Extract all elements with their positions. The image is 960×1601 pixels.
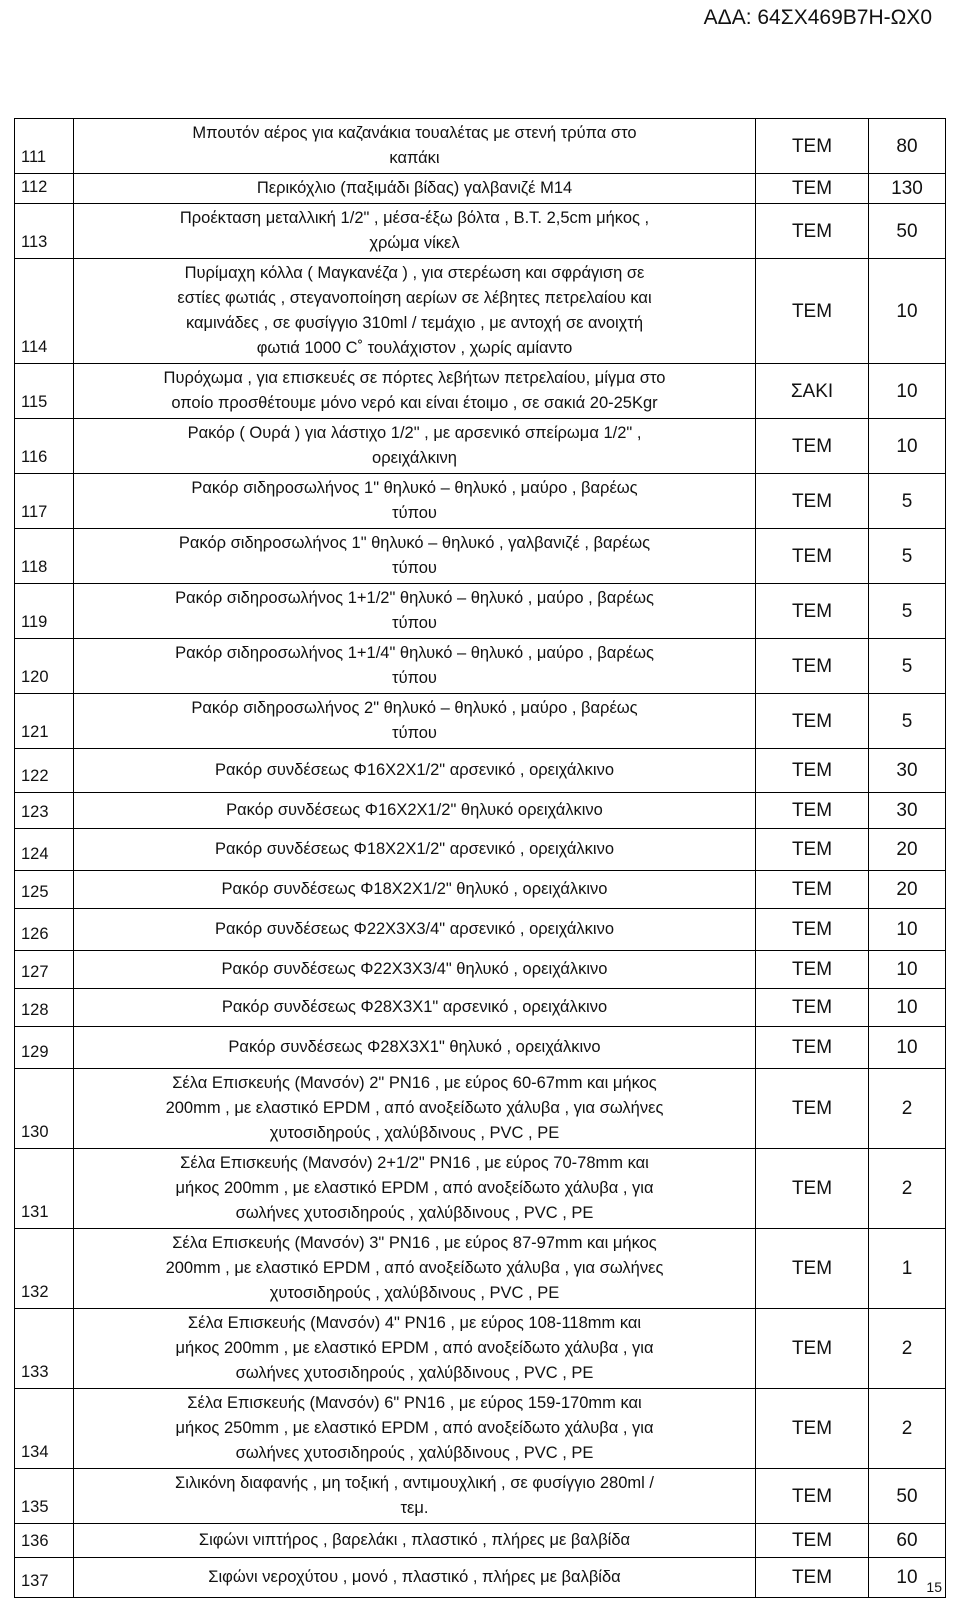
item-description-line: τύπου [392,559,437,577]
item-number: 120 [15,639,74,694]
ada-code: ΑΔΑ: 64ΣΧ469Β7Η-ΩΧ0 [703,6,932,29]
item-description [74,1469,756,1524]
item-quantity: 10 [869,909,946,951]
item-description-line: μήκος 250mm , με ελαστικό EPDM , από ανοξείδωτο χάλυβα , για [175,1419,654,1437]
item-description-line: μήκος 200mm , με ελαστικό EPDM , από ανοξείδωτο χάλυβα , για [175,1179,654,1197]
item-description-line: Ρακόρ συνδέσεως Φ16Χ2Χ1/2" θηλυκό ορειχάλκινο [226,801,603,819]
item-unit: ΤΕΜ [756,1229,869,1309]
item-description-line: Ρακόρ ( Ουρά ) για λάστιχο 1/2" , με αρσενικό σπείρωμα 1/2" , [187,424,642,442]
table-row [15,419,946,474]
item-number: 137 [15,1558,74,1598]
table-row [15,259,946,364]
item-quantity: 20 [869,871,946,909]
table-row [15,474,946,529]
item-description-line: χρώμα νίκελ [369,234,460,252]
item-quantity: 5 [869,584,946,639]
item-number: 117 [15,474,74,529]
item-unit: ΤΕΜ [756,1027,869,1069]
item-quantity: 10 [869,1558,946,1598]
item-description [74,259,756,364]
table-row [15,1149,946,1229]
item-quantity: 10 [869,989,946,1027]
item-description-line: Σέλα Επισκευής (Μανσόν) 3" ΡΝ16 , με εύρος 87-97mm και μήκος [172,1234,657,1252]
table-row [15,1524,946,1558]
table-row [15,749,946,793]
page-number: 15 [926,1579,942,1595]
item-description [74,1309,756,1389]
item-quantity: 50 [869,204,946,259]
table-row [15,364,946,419]
item-description [74,1149,756,1229]
item-description [74,1027,756,1069]
item-unit: ΤΕΜ [756,793,869,829]
item-description-line: Σέλα Επισκευής (Μανσόν) 2+1/2" ΡΝ16 , με εύρος 70-78mm και [180,1154,649,1172]
item-description [74,1229,756,1309]
item-description-line: Ρακόρ σιδηροσωλήνος 1+1/2" θηλυκό – θηλυκό , μαύρο , βαρέως [175,589,654,607]
item-number: 113 [15,204,74,259]
table-row [15,529,946,584]
item-description-line: Πυρίμαχη κόλλα ( Μαγκανέζα ) , για στερέωση και σφράγιση σε [184,264,645,282]
item-unit: ΤΕΜ [756,204,869,259]
item-number: 134 [15,1389,74,1469]
item-number: 132 [15,1229,74,1309]
item-description-line: χυτοσιδηρούς , χαλύβδινους , PVC , PE [269,1284,560,1302]
table-row [15,829,946,871]
item-unit: ΤΕΜ [756,1389,869,1469]
item-quantity: 2 [869,1389,946,1469]
item-number: 121 [15,694,74,749]
item-description-line: Πυρόχωμα , για επισκευές σε πόρτες λεβήτων πετρελαίου, μίγμα στο [163,369,666,387]
item-description-line: τύπου [392,614,437,632]
item-description-line: Σέλα Επισκευής (Μανσόν) 6" ΡΝ16 , με εύρος 159-170mm και [187,1394,642,1412]
item-description-line: Μπουτόν αέρος για καζανάκια τουαλέτας με στενή τρύπα στο [192,124,637,142]
item-description-line: Ρακόρ σιδηροσωλήνος 1" θηλυκό – θηλυκό , γαλβανιζέ , βαρέως [178,534,651,552]
item-quantity: 5 [869,529,946,584]
item-description-line: Σέλα Επισκευής (Μανσόν) 4" ΡΝ16 , με εύρος 108-118mm και [187,1314,642,1332]
item-number: 131 [15,1149,74,1229]
item-description-line: τύπου [392,724,437,742]
item-quantity: 5 [869,474,946,529]
item-unit: ΤΕΜ [756,909,869,951]
item-quantity: 5 [869,694,946,749]
item-description [74,909,756,951]
table-row [15,174,946,204]
item-number: 129 [15,1027,74,1069]
item-description-line: Προέκταση μεταλλική 1/2" , μέσα-έξω βόλτα , Β.Τ. 2,5cm μήκος , [179,209,650,227]
table-row [15,1469,946,1524]
item-description-line: φωτιά 1000 C˚ τουλάχιστον , χωρίς αμίαντο [256,339,573,357]
item-quantity: 2 [869,1309,946,1389]
item-quantity: 10 [869,364,946,419]
item-description-line: Ρακόρ συνδέσεως Φ28Χ3Χ1" θηλυκό , ορειχάλκινο [228,1038,601,1056]
item-number: 125 [15,871,74,909]
item-description [74,829,756,871]
item-description-line: τύπου [392,669,437,687]
item-unit: ΤΕΜ [756,419,869,474]
item-unit: ΤΕΜ [756,1469,869,1524]
item-quantity: 10 [869,951,946,989]
item-quantity: 10 [869,419,946,474]
item-description [74,174,756,204]
item-description-line: Ρακόρ συνδέσεως Φ28Χ3Χ1" αρσενικό , ορειχάλκινο [221,998,608,1016]
item-number: 123 [15,793,74,829]
item-description [74,639,756,694]
item-quantity: 80 [869,119,946,174]
item-unit: ΤΕΜ [756,584,869,639]
item-unit: ΤΕΜ [756,174,869,204]
table-row [15,1229,946,1309]
item-description [74,989,756,1027]
item-description-line: τεμ. [400,1499,429,1517]
item-description [74,204,756,259]
item-unit: ΤΕΜ [756,474,869,529]
item-number: 133 [15,1309,74,1389]
item-number: 126 [15,909,74,951]
table-row [15,989,946,1027]
item-number: 119 [15,584,74,639]
item-description-line: τύπου [392,504,437,522]
item-unit: ΤΕΜ [756,951,869,989]
table-row [15,793,946,829]
item-number: 114 [15,259,74,364]
item-description-line: Ρακόρ συνδέσεως Φ18Χ2Χ1/2" θηλυκό , ορειχάλκινο [221,880,608,898]
item-description-line: Ρακόρ συνδέσεως Φ22Χ3Χ3/4" θηλυκό , ορειχάλκινο [221,960,608,978]
item-number: 136 [15,1524,74,1558]
item-description-line: ορειχάλκινη [372,449,457,467]
table-row [15,119,946,174]
item-number: 118 [15,529,74,584]
item-description-line: καπάκι [389,149,440,167]
item-description [74,1558,756,1598]
item-unit: ΤΕΜ [756,989,869,1027]
item-description-line: μήκος 200mm , με ελαστικό EPDM , από ανοξείδωτο χάλυβα , για [175,1339,654,1357]
item-quantity: 5 [869,639,946,694]
table-row [15,204,946,259]
table-row [15,909,946,951]
item-description [74,119,756,174]
item-number: 112 [15,174,74,204]
item-quantity: 60 [869,1524,946,1558]
item-number: 116 [15,419,74,474]
item-quantity: 1 [869,1229,946,1309]
item-description-line: Ρακόρ συνδέσεως Φ18Χ2Χ1/2" αρσενικό , ορειχάλκινο [214,840,615,858]
item-unit: ΤΕΜ [756,749,869,793]
item-unit: ΤΕΜ [756,119,869,174]
item-description-line: Ρακόρ σιδηροσωλήνος 1+1/4" θηλυκό – θηλυκό , μαύρο , βαρέως [175,644,654,662]
item-description [74,1524,756,1558]
item-description-line: Ρακόρ σιδηροσωλήνος 1" θηλυκό – θηλυκό , μαύρο , βαρέως [191,479,638,497]
item-number: 135 [15,1469,74,1524]
item-quantity: 30 [869,749,946,793]
item-description-line: Ρακόρ συνδέσεως Φ16Χ2Χ1/2" αρσενικό , ορειχάλκινο [214,761,615,779]
item-description-line: 200mm , με ελαστικό EPDM , από ανοξείδωτο χάλυβα , για σωλήνες [165,1259,664,1277]
item-quantity: 20 [869,829,946,871]
table-row [15,871,946,909]
item-quantity: 10 [869,1027,946,1069]
item-number: 128 [15,989,74,1027]
item-description [74,1389,756,1469]
item-description-line: Σιλικόνη διαφανής , μη τοξική , αντιμουχλική , σε φυσίγγιο 280ml / [175,1474,654,1492]
item-description [74,529,756,584]
items-table [14,118,946,1598]
item-number: 127 [15,951,74,989]
item-quantity: 130 [869,174,946,204]
item-description-line: καμινάδες , σε φυσίγγιο 310ml / τεμάχιο , με αντοχή σε ανοιχτή [185,314,644,332]
items-table-body [15,119,946,1598]
item-unit: ΤΕΜ [756,1524,869,1558]
item-quantity: 30 [869,793,946,829]
item-unit: ΤΕΜ [756,694,869,749]
table-row [15,1558,946,1598]
table-row [15,951,946,989]
item-quantity: 2 [869,1149,946,1229]
item-description-line: Σιφώνι νεροχύτου , μονό , πλαστικό , πλήρες με βαλβίδα [208,1568,621,1586]
item-description [74,951,756,989]
item-description-line: Σέλα Επισκευής (Μανσόν) 2" ΡΝ16 , με εύρος 60-67mm και μήκος [172,1074,657,1092]
item-description-line: Περικόχλιο (παξιμάδι βίδας) γαλβανιζέ Μ14 [256,179,573,197]
item-description [74,793,756,829]
item-unit: ΤΕΜ [756,639,869,694]
item-quantity: 10 [869,259,946,364]
item-description [74,871,756,909]
item-description [74,694,756,749]
item-unit: ΤΕΜ [756,1558,869,1598]
item-unit: ΤΕΜ [756,529,869,584]
item-description [74,474,756,529]
table-row [15,584,946,639]
item-description [74,419,756,474]
item-quantity: 2 [869,1069,946,1149]
item-description [74,364,756,419]
item-description-line: 200mm , με ελαστικό EPDM , από ανοξείδωτο χάλυβα , για σωλήνες [165,1099,664,1117]
table-row [15,1309,946,1389]
item-number: 124 [15,829,74,871]
table-row [15,1389,946,1469]
item-description-line: εστίες φωτιάς , στεγανοποίηση αερίων σε λέβητες πετρελαίου και [177,289,652,307]
item-number: 130 [15,1069,74,1149]
item-unit: ΤΕΜ [756,1309,869,1389]
item-description-line: χυτοσιδηρούς , χαλύβδινους , PVC , PE [269,1124,560,1142]
item-description [74,749,756,793]
table-row [15,694,946,749]
table-row [15,1069,946,1149]
item-description [74,584,756,639]
item-description-line: οποίο προσθέτουμε μόνο νερό και είναι έτοιμο , σε σακιά 20-25Kgr [171,394,658,412]
item-unit: ΤΕΜ [756,829,869,871]
item-unit: ΤΕΜ [756,1149,869,1229]
item-description-line: σωλήνες χυτοσιδηρούς , χαλύβδινους , PVC , PE [235,1444,594,1462]
item-unit: ΣΑΚΙ [756,364,869,419]
item-description-line: Ρακόρ σιδηροσωλήνος 2" θηλυκό – θηλυκό , μαύρο , βαρέως [191,699,638,717]
table-row [15,639,946,694]
item-description-line: Ρακόρ συνδέσεως Φ22Χ3Χ3/4" αρσενικό , ορειχάλκινο [214,920,615,938]
item-unit: ΤΕΜ [756,1069,869,1149]
table-row [15,1027,946,1069]
item-number: 122 [15,749,74,793]
item-quantity: 50 [869,1469,946,1524]
item-description [74,1069,756,1149]
item-number: 115 [15,364,74,419]
item-number: 111 [15,119,74,174]
item-unit: ΤΕΜ [756,871,869,909]
item-unit: ΤΕΜ [756,259,869,364]
item-description-line: σωλήνες χυτοσιδηρούς , χαλύβδινους , PVC , PE [235,1364,594,1382]
item-description-line: Σιφώνι νιπτήρος , βαρελάκι , πλαστικό , πλήρες με βαλβίδα [198,1531,631,1549]
item-description-line: σωλήνες χυτοσιδηρούς , χαλύβδινους , PVC , PE [235,1204,594,1222]
